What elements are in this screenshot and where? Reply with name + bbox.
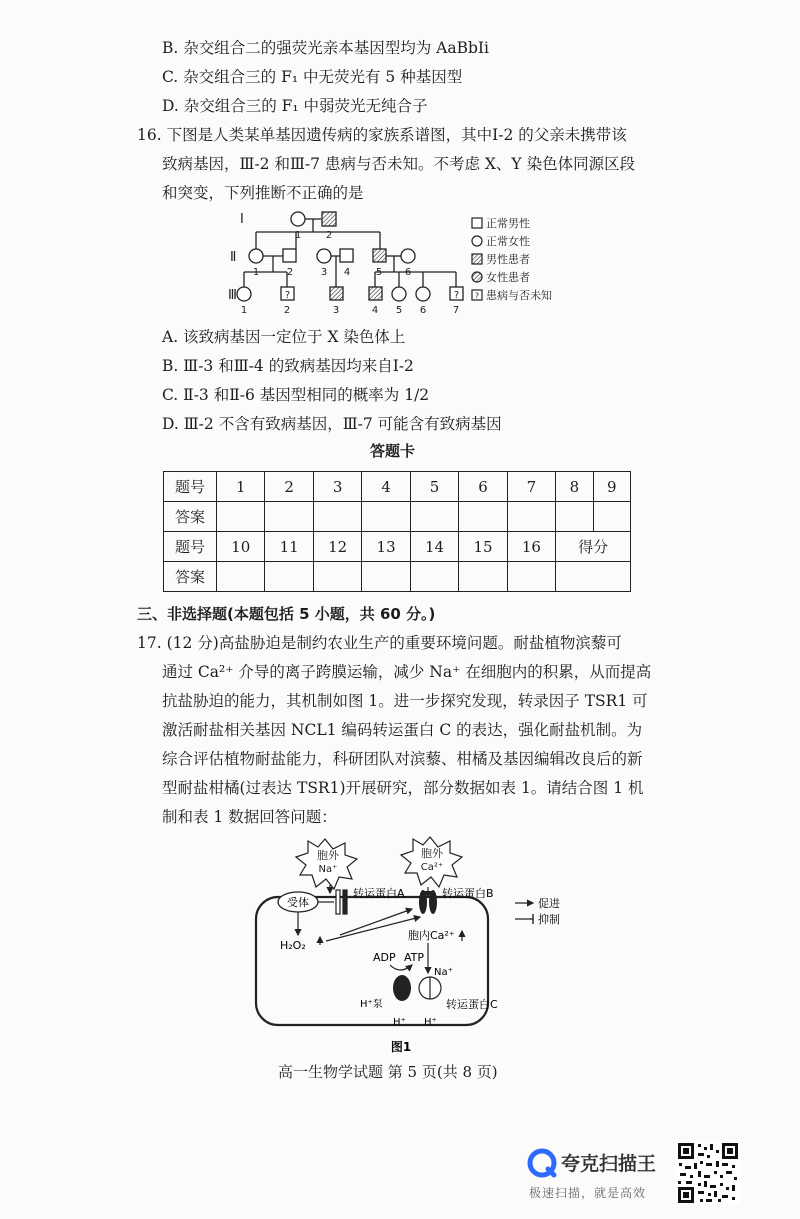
- intracellular-na-label: Na⁺: [434, 967, 453, 978]
- q17-line2: 通过 Ca²⁺ 介导的离子跨膜运输，减少 Na⁺ 在细胞内的积累，从而提高: [162, 663, 652, 681]
- answer-cell[interactable]: [410, 562, 458, 592]
- pedigree-number: 2: [283, 305, 291, 316]
- figure-1-caption: 图1: [390, 1040, 412, 1054]
- transporter-c-label: 转运蛋白C: [446, 998, 498, 1011]
- watermark-slogan: 极速扫描，就是高效: [529, 1186, 647, 1200]
- h-pump-label: H⁺泵: [360, 999, 383, 1010]
- h2o2-label: H₂O₂: [280, 939, 306, 952]
- answer-cell[interactable]: [593, 502, 630, 532]
- pedigree-II1-normal-female: [249, 249, 263, 263]
- legend-affected-male: 男性患者: [486, 253, 530, 266]
- table-cell: 6: [459, 472, 507, 502]
- pedigree-III4-affected-male: [369, 287, 382, 300]
- table-cell: 14: [410, 532, 458, 562]
- pedigree-number: 3: [320, 267, 328, 278]
- pedigree-number: 4: [371, 305, 379, 316]
- pedigree-chart: [230, 205, 590, 317]
- pedigree-number: 7: [452, 305, 460, 316]
- pedigree-number: 2: [286, 267, 294, 278]
- q17-line3: 抗盐胁迫的能力，其机制如图 1。进一步探究发现，转录因子 TSR1 可: [162, 692, 648, 710]
- pedigree-II6-normal-female: [401, 249, 415, 263]
- table-cell: 16: [507, 532, 555, 562]
- table-cell: 10: [217, 532, 265, 562]
- q16-option-b: B. Ⅲ-3 和Ⅲ-4 的致病基因均来自Ⅰ-2: [162, 357, 414, 375]
- table-cell: 9: [593, 472, 630, 502]
- section-3-heading: 三、非选择题(本题包括 5 小题，共 60 分。): [137, 605, 436, 623]
- legend-unknown: 患病与否未知: [486, 289, 552, 302]
- pedigree-I2-affected-male: [322, 212, 336, 226]
- answer-cell[interactable]: [459, 562, 507, 592]
- answer-cell[interactable]: [265, 502, 313, 532]
- table-cell: 7: [507, 472, 555, 502]
- extracellular-label: 胞外: [317, 849, 339, 862]
- table-cell: 1: [217, 472, 265, 502]
- answer-cell[interactable]: [507, 562, 555, 592]
- answer-card-table: [163, 471, 631, 592]
- generation-label-iii: Ⅲ: [228, 288, 237, 303]
- pedigree-number: 5: [375, 267, 383, 278]
- q16-stem-line2: 致病基因，Ⅲ-2 和Ⅲ-7 患病与否未知。不考虑 X、Y 染色体同源区段: [162, 155, 636, 173]
- unknown-mark: ?: [284, 290, 291, 301]
- table-row: [164, 502, 631, 532]
- pedigree-II3-normal-female: [317, 249, 331, 263]
- legend-affected-female: 女性患者: [486, 271, 530, 284]
- intracellular-ca-label: 胞内Ca²⁺: [408, 929, 455, 942]
- generation-label-ii: Ⅱ: [230, 250, 237, 265]
- page-footer: 高一生物学试题 第 5 页(共 8 页): [278, 1063, 498, 1081]
- table-cell: 12: [313, 532, 361, 562]
- h-ion-label: H⁺: [393, 1017, 406, 1028]
- table-cell: 4: [362, 472, 410, 502]
- q16-option-c: C. Ⅱ-3 和Ⅱ-6 基因型相同的概率为 1/2: [162, 386, 430, 404]
- pedigree-II5-affected-male: [373, 249, 386, 262]
- generation-label-i: Ⅰ: [240, 212, 244, 227]
- table-cell-label: 题号: [164, 532, 217, 562]
- table-row: [164, 532, 631, 562]
- table-cell: 13: [362, 532, 410, 562]
- score-cell[interactable]: [556, 562, 631, 592]
- atp-label: ATP: [404, 951, 425, 964]
- na-ion-label: Na⁺: [318, 864, 338, 875]
- q16-stem-line1: 16. 下图是人类某单基因遗传病的家族系谱图，其中Ⅰ-2 的父亲未携带该: [137, 126, 627, 144]
- answer-cell[interactable]: [556, 502, 593, 532]
- figure-1-diagram: [250, 835, 570, 1060]
- q16-stem-line3: 和突变，下列推断不正确的是: [162, 184, 364, 202]
- pedigree-III3-affected-male: [330, 287, 343, 300]
- table-cell-label: 题号: [164, 472, 217, 502]
- answer-cell[interactable]: [459, 502, 507, 532]
- pedigree-III5-normal-female: [392, 287, 406, 301]
- answer-cell[interactable]: [507, 502, 555, 532]
- legend-affected-male-symbol: [472, 254, 482, 264]
- q17-line4: 激活耐盐相关基因 NCL1 编码转运蛋白 C 的表达，强化耐盐机制。为: [162, 721, 643, 739]
- answer-cell[interactable]: [313, 502, 361, 532]
- table-cell-label: 答案: [164, 562, 217, 592]
- unknown-mark: ?: [474, 291, 480, 301]
- legend-inhibit-label: 抑制: [538, 913, 560, 926]
- h-pump: [393, 975, 411, 1001]
- q17-line6: 型耐盐柑橘(过表达 TSR1)开展研究，部分数据如表 1。请结合图 1 机: [162, 779, 644, 797]
- transporter-a: [336, 890, 340, 914]
- q17-line5: 综合评估植物耐盐能力，科研团队对滨藜、柑橘及基因编辑改良后的新: [162, 750, 643, 768]
- table-cell: 11: [265, 532, 313, 562]
- table-row: [164, 562, 631, 592]
- qr-code: [676, 1141, 740, 1205]
- answer-cell[interactable]: [362, 562, 410, 592]
- pedigree-number: 5: [395, 305, 403, 316]
- pedigree-III6-normal-female: [416, 287, 430, 301]
- q16-option-a: A. 该致病基因一定位于 X 染色体上: [162, 328, 406, 346]
- q15-option-b: B. 杂交组合二的强荧光亲本基因型均为 AaBbIi: [162, 39, 489, 57]
- answer-card-title: 答题卡: [370, 442, 416, 460]
- table-cell: 5: [410, 472, 458, 502]
- pedigree-number: 4: [343, 267, 351, 278]
- pedigree-II4-normal-male: [340, 249, 353, 262]
- pedigree-number: 6: [404, 267, 412, 278]
- answer-cell[interactable]: [362, 502, 410, 532]
- receptor-label: 受体: [287, 896, 309, 909]
- transporter-b-label: 转运蛋白B: [442, 887, 494, 900]
- pedigree-number: 1: [240, 305, 248, 316]
- transporter-b: [419, 890, 427, 914]
- ca-ion-label: Ca²⁺: [420, 862, 444, 873]
- adp-label: ADP: [373, 951, 396, 964]
- answer-cell[interactable]: [217, 502, 265, 532]
- legend-normal-female-symbol: [472, 236, 482, 246]
- watermark-brand: 夸克扫描王: [561, 1153, 657, 1175]
- table-cell: 8: [556, 472, 593, 502]
- q16-option-d: D. Ⅲ-2 不含有致病基因，Ⅲ-7 可能含有致病基因: [162, 415, 502, 433]
- q15-option-d: D. 杂交组合三的 F₁ 中弱荧光无纯合子: [162, 97, 428, 115]
- table-cell: 3: [313, 472, 361, 502]
- table-row: [164, 472, 631, 502]
- answer-cell[interactable]: [313, 562, 361, 592]
- answer-cell[interactable]: [265, 562, 313, 592]
- answer-cell[interactable]: [217, 562, 265, 592]
- q17-line7: 制和表 1 数据回答问题：: [162, 808, 337, 826]
- pedigree-number: 6: [419, 305, 427, 316]
- pedigree-II2-normal-male: [283, 249, 296, 262]
- legend-normal-male: 正常男性: [486, 217, 530, 230]
- unknown-mark: ?: [453, 290, 460, 301]
- legend-normal-male-symbol: [472, 218, 482, 228]
- answer-cell[interactable]: [410, 502, 458, 532]
- pedigree-number: 2: [325, 230, 333, 241]
- pedigree-I1-normal-female: [291, 212, 305, 226]
- legend-promote-label: 促进: [538, 897, 560, 910]
- score-label: 得分: [556, 532, 631, 562]
- quark-logo-icon: [527, 1148, 557, 1178]
- legend-normal-female: 正常女性: [486, 235, 530, 248]
- q15-option-c: C. 杂交组合三的 F₁ 中无荧光有 5 种基因型: [162, 68, 463, 86]
- table-cell: 15: [459, 532, 507, 562]
- pedigree-III1-normal-female: [237, 287, 251, 301]
- q17-line1: 17. (12 分)高盐胁迫是制约农业生产的重要环境问题。耐盐植物滨藜可: [137, 634, 622, 652]
- legend-affected-female-symbol: [472, 272, 482, 282]
- table-cell: 2: [265, 472, 313, 502]
- pedigree-number: 1: [252, 267, 260, 278]
- h-ion-label: H⁺: [424, 1017, 437, 1028]
- pedigree-number: 3: [332, 305, 340, 316]
- pedigree-number: 1: [294, 230, 302, 241]
- transporter-a-label: 转运蛋白A: [353, 887, 405, 900]
- extracellular-label: 胞外: [421, 847, 443, 860]
- table-cell-label: 答案: [164, 502, 217, 532]
